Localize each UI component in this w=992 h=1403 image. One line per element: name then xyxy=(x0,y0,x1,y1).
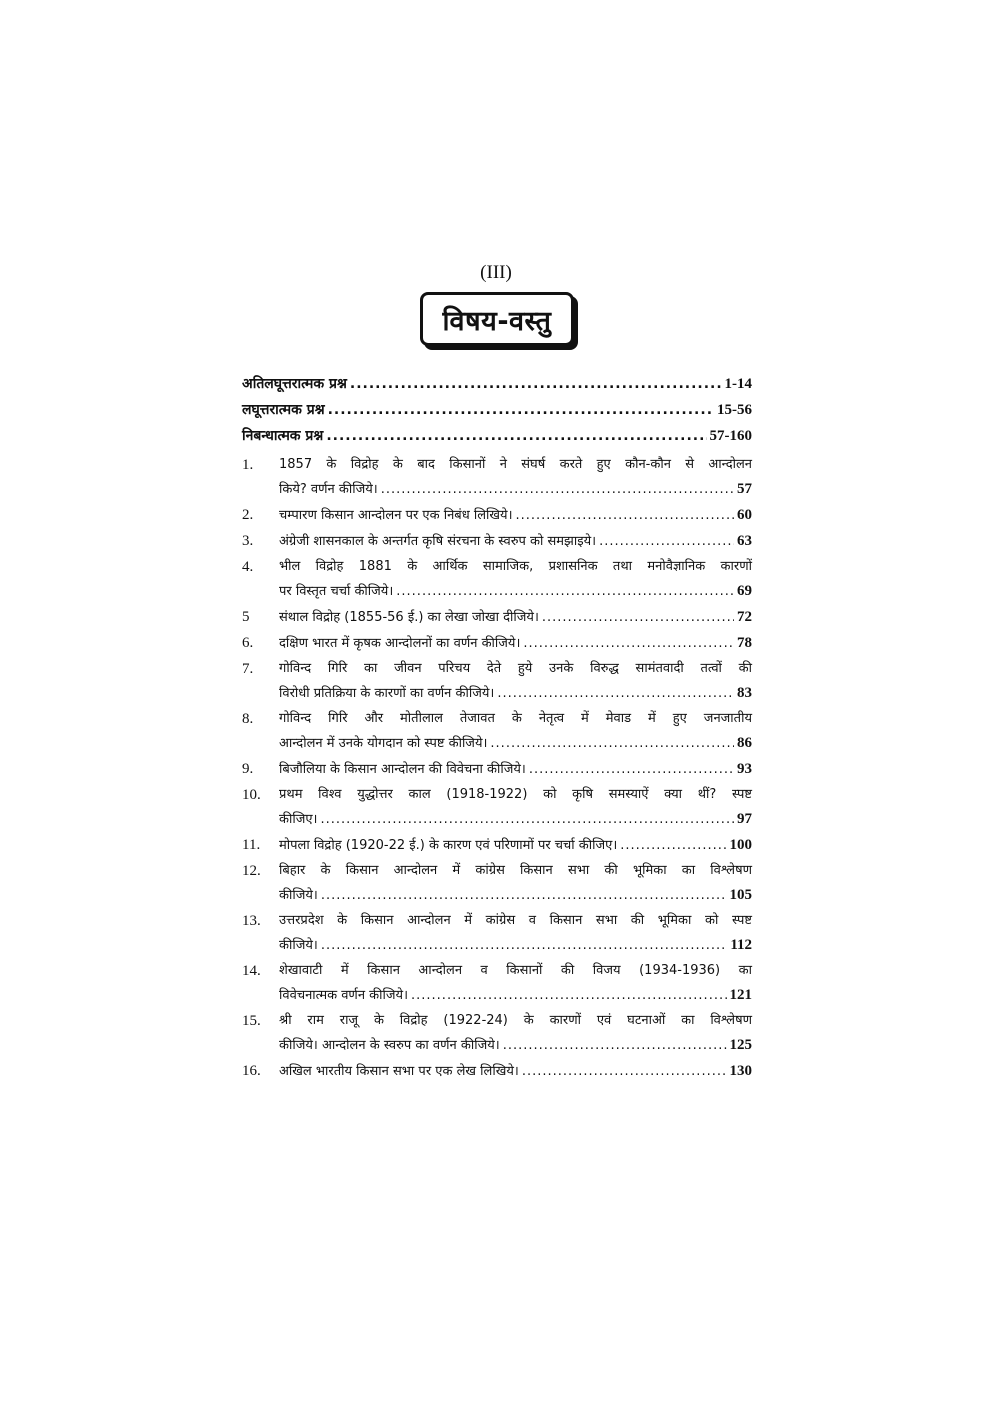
question-final-line xyxy=(279,1033,752,1058)
question-page-number: 57 xyxy=(737,481,752,497)
question-page-number: 78 xyxy=(737,635,752,651)
question-number: 8. xyxy=(242,711,254,727)
question-body xyxy=(279,1059,752,1084)
question-number: 7. xyxy=(242,661,254,677)
question-body xyxy=(279,529,752,554)
question-number: 11. xyxy=(242,837,261,853)
question-final-line xyxy=(279,579,752,604)
question-page-number: 130 xyxy=(729,1063,752,1079)
question-text-line: बिहार के किसान आन्दोलन में कांग्रेस किसान सभा की भूमिका का विश्लेषण xyxy=(279,863,752,878)
question-number: 12. xyxy=(242,863,261,879)
dot-leader xyxy=(599,530,734,554)
toc-question-item xyxy=(242,631,752,656)
question-body xyxy=(279,833,752,858)
question-text-line: विरोधी प्रतिक्रिया के कारणों का वर्णन कीजिये। xyxy=(279,686,495,701)
toc-question-item xyxy=(242,859,752,908)
question-text-line: पर विस्तृत चर्चा कीजिये। xyxy=(279,584,394,599)
dot-leader xyxy=(522,1060,727,1084)
question-final-line xyxy=(279,681,752,706)
question-list xyxy=(242,453,752,1084)
question-final-line xyxy=(279,983,752,1008)
question-text-line: उत्तरप्रदेश के किसान आन्दोलन में कांग्रेस व किसान सभा की भूमिका को स्पष्ट xyxy=(279,913,752,928)
question-page-number: 93 xyxy=(737,761,752,777)
toc-question-item xyxy=(242,1009,752,1058)
dot-leader xyxy=(497,682,734,706)
question-text-line: संथाल विद्रोह (1855-56 ई.) का लेखा जोखा दीजिये। xyxy=(279,610,539,625)
question-final-line xyxy=(279,631,752,656)
question-number: 1. xyxy=(242,457,254,473)
question-body xyxy=(279,859,752,908)
question-text-line: दक्षिण भारत में कृषक आन्दोलनों का वर्णन कीजिये। xyxy=(279,636,521,651)
toc-section-label: निबन्धात्मक प्रश्न xyxy=(242,428,324,444)
question-text-line: गोविन्द गिरि और मोतीलाल तेजावत के नेतृत्व में मेवाड में हुए जनजातीय xyxy=(279,711,752,726)
question-body xyxy=(279,757,752,782)
question-final-line xyxy=(279,731,752,756)
question-text-line: शेखावाटी में किसान आन्दोलन व किसानों की विजय (1934-1936) का xyxy=(279,963,752,978)
question-number: 14. xyxy=(242,963,261,979)
question-text-line: कीजिये। xyxy=(279,888,318,903)
question-text-line: गोविन्द गिरि का जीवन परिचय देते हुये उनके विरुद्ध सामंतवादी तत्वों की xyxy=(279,661,752,676)
dot-leader xyxy=(523,632,734,656)
toc-question-item xyxy=(242,757,752,782)
toc-section-row xyxy=(242,374,752,400)
question-page-number: 72 xyxy=(737,609,752,625)
toc-question-item xyxy=(242,657,752,706)
question-page-number: 121 xyxy=(729,987,752,1003)
question-body xyxy=(279,959,752,1008)
question-body xyxy=(279,657,752,706)
question-page-number: 83 xyxy=(737,685,752,701)
question-body xyxy=(279,453,752,502)
question-page-number: 86 xyxy=(737,735,752,751)
question-number: 9. xyxy=(242,761,254,777)
question-final-line xyxy=(279,1059,752,1084)
question-page-number: 125 xyxy=(729,1037,752,1053)
toc-section-row xyxy=(242,426,752,452)
page-title-text: विषय-वस्तु xyxy=(442,305,552,337)
question-final-line xyxy=(279,529,752,554)
toc-question-item xyxy=(242,833,752,858)
toc-question-item xyxy=(242,555,752,604)
dot-leader xyxy=(503,1034,727,1058)
dot-leader xyxy=(328,402,714,418)
toc-question-item xyxy=(242,959,752,1008)
toc-section-label: अतिलघूत्तरात्मक प्रश्न xyxy=(242,376,347,392)
question-text-line: अखिल भारतीय किसान सभा पर एक लेख लिखिये। xyxy=(279,1064,519,1079)
question-number: 2. xyxy=(242,507,254,523)
dot-leader xyxy=(411,984,726,1008)
question-final-line xyxy=(279,883,752,908)
page-title xyxy=(420,292,574,346)
toc-question-item xyxy=(242,783,752,832)
question-number: 3. xyxy=(242,533,254,549)
question-text-line: आन्दोलन में उनके योगदान को स्पष्ट कीजिये। xyxy=(279,736,488,751)
question-final-line xyxy=(279,503,752,528)
toc-question-item xyxy=(242,909,752,958)
toc-question-item xyxy=(242,503,752,528)
dot-leader xyxy=(620,834,726,858)
question-page-number: 100 xyxy=(729,837,752,853)
question-final-line xyxy=(279,933,752,958)
question-number: 4. xyxy=(242,559,254,575)
question-page-number: 105 xyxy=(729,887,752,903)
table-of-contents xyxy=(242,374,752,1084)
dot-leader xyxy=(350,376,722,392)
toc-section-pages: 15-56 xyxy=(717,402,752,418)
toc-question-item xyxy=(242,529,752,554)
question-final-line xyxy=(279,477,752,502)
question-body xyxy=(279,707,752,756)
toc-section-pages: 57-160 xyxy=(709,428,752,444)
question-body xyxy=(279,1009,752,1058)
question-text-line: कीजिए। xyxy=(279,812,318,827)
question-number: 13. xyxy=(242,913,261,929)
question-body xyxy=(279,631,752,656)
question-page-number: 112 xyxy=(730,937,752,953)
dot-leader xyxy=(320,808,734,832)
question-body xyxy=(279,783,752,832)
dot-leader xyxy=(529,758,734,782)
question-final-line xyxy=(279,757,752,782)
toc-question-item xyxy=(242,453,752,502)
question-final-line xyxy=(279,605,752,630)
question-page-number: 97 xyxy=(737,811,752,827)
question-text-line: किये? वर्णन कीजिये। xyxy=(279,482,378,497)
question-number: 6. xyxy=(242,635,254,651)
question-number: 16. xyxy=(242,1063,261,1079)
dot-leader xyxy=(516,504,734,528)
dot-leader xyxy=(490,732,734,756)
toc-question-item xyxy=(242,1059,752,1084)
question-text-line: विवेचनात्मक वर्णन कीजिये। xyxy=(279,988,409,1003)
dot-leader xyxy=(396,580,734,604)
toc-section-pages: 1-14 xyxy=(724,376,752,392)
page-number: (III) xyxy=(480,262,512,283)
toc-question-item xyxy=(242,605,752,630)
question-final-line xyxy=(279,833,752,858)
question-number: 5 xyxy=(242,609,250,625)
question-text-line: प्रथम विश्व युद्धोत्तर काल (1918-1922) को कृषि समस्याऐं क्या थीं? स्पष्ट xyxy=(279,787,752,802)
question-body xyxy=(279,555,752,604)
section-list xyxy=(242,374,752,452)
toc-section-row xyxy=(242,400,752,426)
question-text-line: भील विद्रोह 1881 के आर्थिक सामाजिक, प्रशासनिक तथा मनोवैज्ञानिक कारणों xyxy=(279,559,752,574)
question-number: 15. xyxy=(242,1013,261,1029)
question-text-line: बिजौलिया के किसान आन्दोलन की विवेचना कीजिये। xyxy=(279,762,526,777)
question-text-line: अंग्रेजी शासनकाल के अन्तर्गत कृषि संरचना के स्वरुप को समझाइये। xyxy=(279,534,597,549)
question-page-number: 69 xyxy=(737,583,752,599)
dot-leader xyxy=(321,934,727,958)
dot-leader xyxy=(321,884,727,908)
dot-leader xyxy=(381,478,734,502)
question-text-line: कीजिये। xyxy=(279,938,318,953)
question-body xyxy=(279,909,752,958)
dot-leader xyxy=(326,428,706,444)
question-text-line: मोपला विद्रोह (1920-22 ई.) के कारण एवं परिणामों पर चर्चा कीजिए। xyxy=(279,838,618,853)
toc-question-item xyxy=(242,707,752,756)
question-text-line: श्री राम राजू के विद्रोह (1922-24) के कारणों एवं घटनाओं का विश्लेषण xyxy=(279,1013,752,1028)
question-final-line xyxy=(279,807,752,832)
question-page-number: 63 xyxy=(737,533,752,549)
dot-leader xyxy=(542,606,734,630)
toc-section-label: लघूत्तरात्मक प्रश्न xyxy=(242,402,325,418)
question-text-line: चम्पारण किसान आन्दोलन पर एक निबंध लिखिये। xyxy=(279,508,513,523)
question-text-line: 1857 के विद्रोह के बाद किसानों ने संघर्ष करते हुए कौन-कौन से आन्दोलन xyxy=(279,457,752,472)
question-body xyxy=(279,605,752,630)
question-text-line: कीजिये। आन्दोलन के स्वरुप का वर्णन कीजिये। xyxy=(279,1038,500,1053)
question-page-number: 60 xyxy=(737,507,752,523)
question-body xyxy=(279,503,752,528)
question-number: 10. xyxy=(242,787,261,803)
